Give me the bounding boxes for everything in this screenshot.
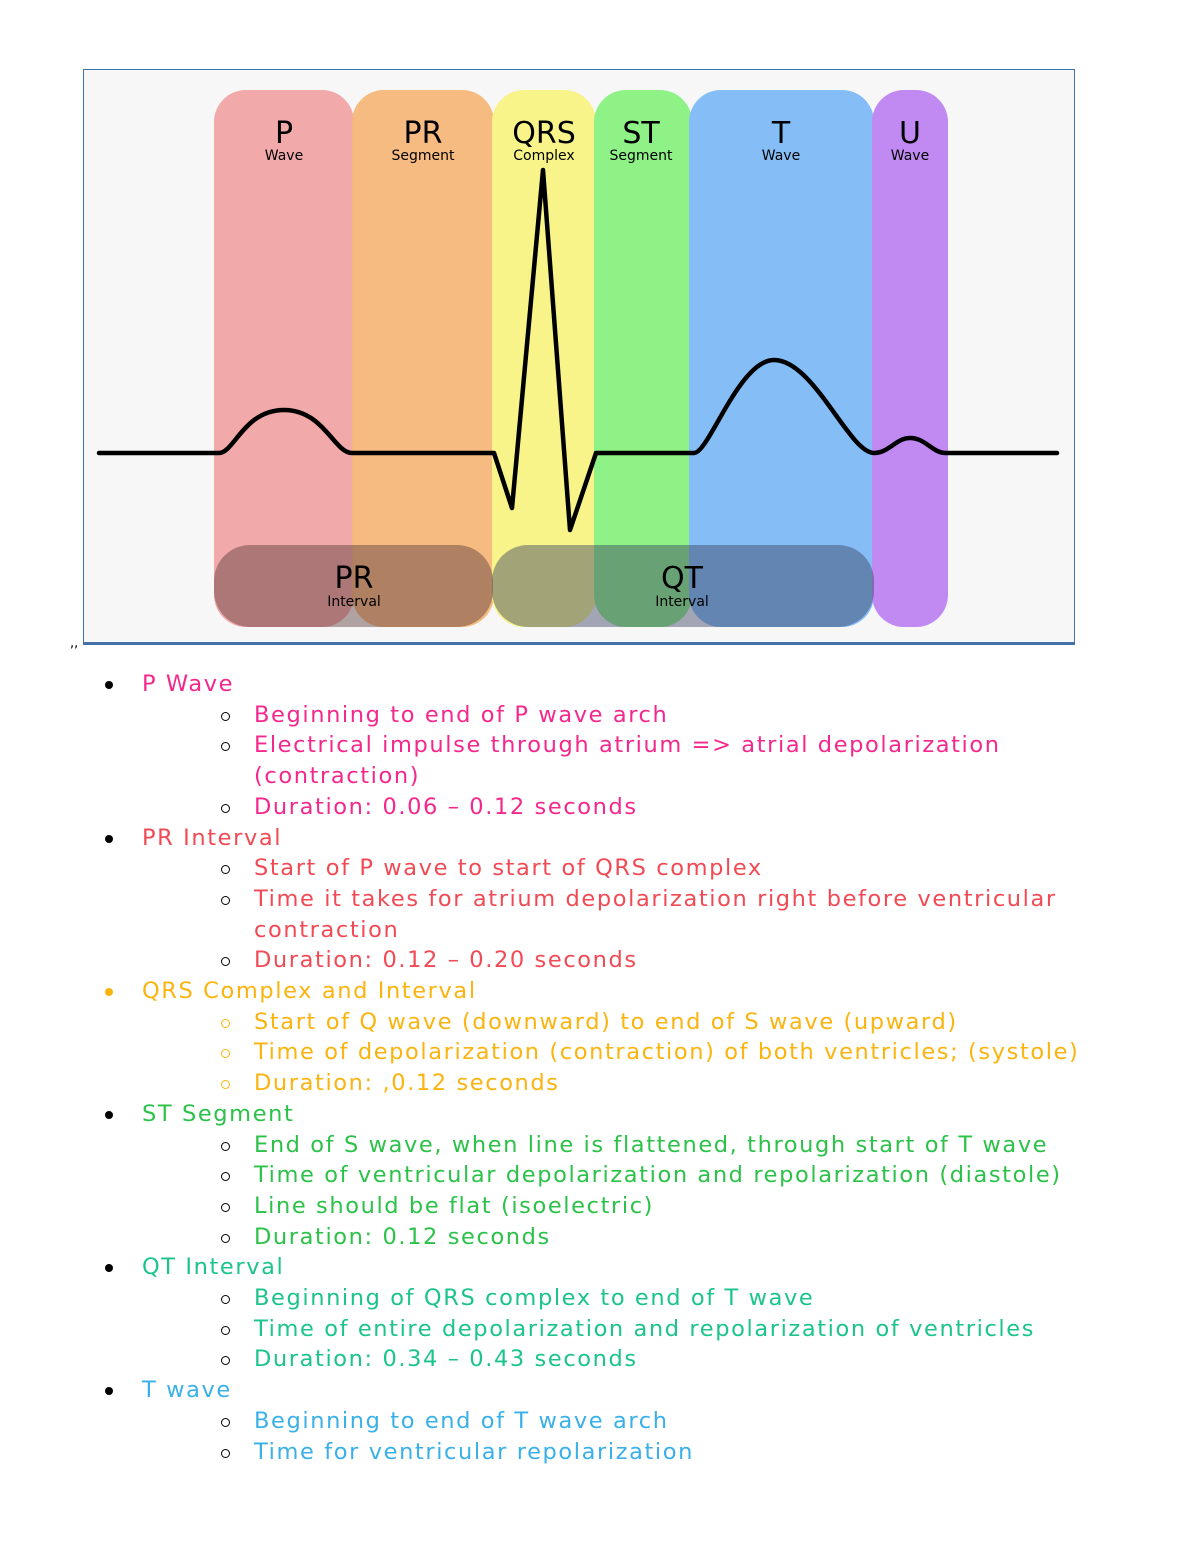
band-sublabel-st: Segment [609,148,673,164]
list-item: Time of entire depolarization and repolarization of ventricles [142,1314,1120,1345]
band-u [872,90,948,627]
band-label-t: T [771,116,791,151]
bullet-icon [105,1111,113,1119]
circle-bullet-icon [221,1203,230,1212]
interval-label-pr: PR [334,561,374,596]
circle-bullet-icon [221,896,230,905]
section-title: P Wave [142,671,235,697]
band-sublabel-u: Wave [890,148,930,164]
section-title: ST Segment [142,1100,295,1127]
list-item: Time of depolarization (contraction) of both ventricles; (systole) [142,1037,1120,1068]
list-item: Beginning to end of P wave arch [142,700,1120,731]
circle-bullet-icon [221,1234,230,1243]
list-item: Duration: ,0.12 seconds [142,1068,1120,1099]
band-sublabel-t: Wave [761,148,801,164]
band-label-qrs: QRS [512,116,576,151]
band-sublabel-pr: Segment [391,148,455,164]
circle-bullet-icon [221,1326,230,1335]
list-item: Duration: 0.12 – 0.20 seconds [142,945,1120,976]
list-item: Start of Q wave (downward) to end of S wave (upward) [142,1007,1120,1038]
interval-label-qt: QT [661,561,703,596]
section-title: PR Interval [142,824,283,851]
circle-bullet-icon [221,742,230,751]
bullet-icon [105,988,113,996]
list-item: Beginning of QRS complex to end of T wave [142,1283,1120,1314]
circle-bullet-icon [221,1418,230,1427]
circle-bullet-icon [221,1449,230,1458]
section-p-wave [100,669,1120,823]
interval-sublabel-pr: Interval [327,594,381,610]
interval-sublabel-qt: Interval [655,594,709,610]
ecg-diagram-svg [84,70,1075,645]
ecg-diagram [83,69,1075,645]
circle-bullet-icon [221,712,230,721]
list-item: Start of P wave to start of QRS complex [142,853,1120,884]
list-item: Duration: 0.34 – 0.43 seconds [142,1344,1120,1375]
list-item: Time for ventricular repolarization [142,1437,1120,1468]
band-sublabel-qrs: Complex [513,148,575,164]
circle-bullet-icon [221,865,230,874]
bullet-icon [105,1264,113,1272]
list-item: Duration: 0.06 – 0.12 seconds [142,792,1120,823]
circle-bullet-icon [221,1049,230,1058]
section-st-segment [100,1099,1120,1253]
band-label-p: P [274,116,294,151]
band-label-pr: PR [403,116,443,151]
notes-list [100,669,1120,1467]
list-item: Duration: 0.12 seconds [142,1222,1120,1253]
section-pr-interval [100,823,1120,977]
list-item: Time of ventricular depolarization and repolarization (diastole) [142,1160,1120,1191]
section-qrs-complex [100,976,1120,1099]
list-item: Line should be flat (isoelectric) [142,1191,1120,1222]
bullet-icon [105,681,113,689]
circle-bullet-icon [221,1172,230,1181]
bullet-icon [105,835,113,843]
section-qt-interval [100,1252,1120,1375]
circle-bullet-icon [221,1356,230,1365]
section-title: QRS Complex and Interval [142,978,477,1005]
circle-bullet-icon [221,957,230,966]
list-item: Time it takes for atrium depolarization right before ventricular contraction [142,884,1120,945]
circle-bullet-icon [221,1142,230,1151]
band-sublabel-p: Wave [264,148,304,164]
section-title: T wave [142,1377,232,1404]
circle-bullet-icon [221,804,230,813]
section-t-wave [100,1375,1120,1467]
circle-bullet-icon [221,1019,230,1028]
circle-bullet-icon [221,1080,230,1089]
section-title: QT Interval [142,1254,285,1281]
stray-mark: ,, [70,636,79,651]
circle-bullet-icon [221,1295,230,1304]
band-label-u: U [899,116,921,151]
list-item: Beginning to end of T wave arch [142,1406,1120,1437]
bullet-icon [105,1387,113,1395]
list-item: Electrical impulse through atrium => atrial depolarization (contraction) [142,730,1120,791]
band-label-st: ST [622,116,660,151]
list-item: End of S wave, when line is flattened, through start of T wave [142,1130,1120,1161]
